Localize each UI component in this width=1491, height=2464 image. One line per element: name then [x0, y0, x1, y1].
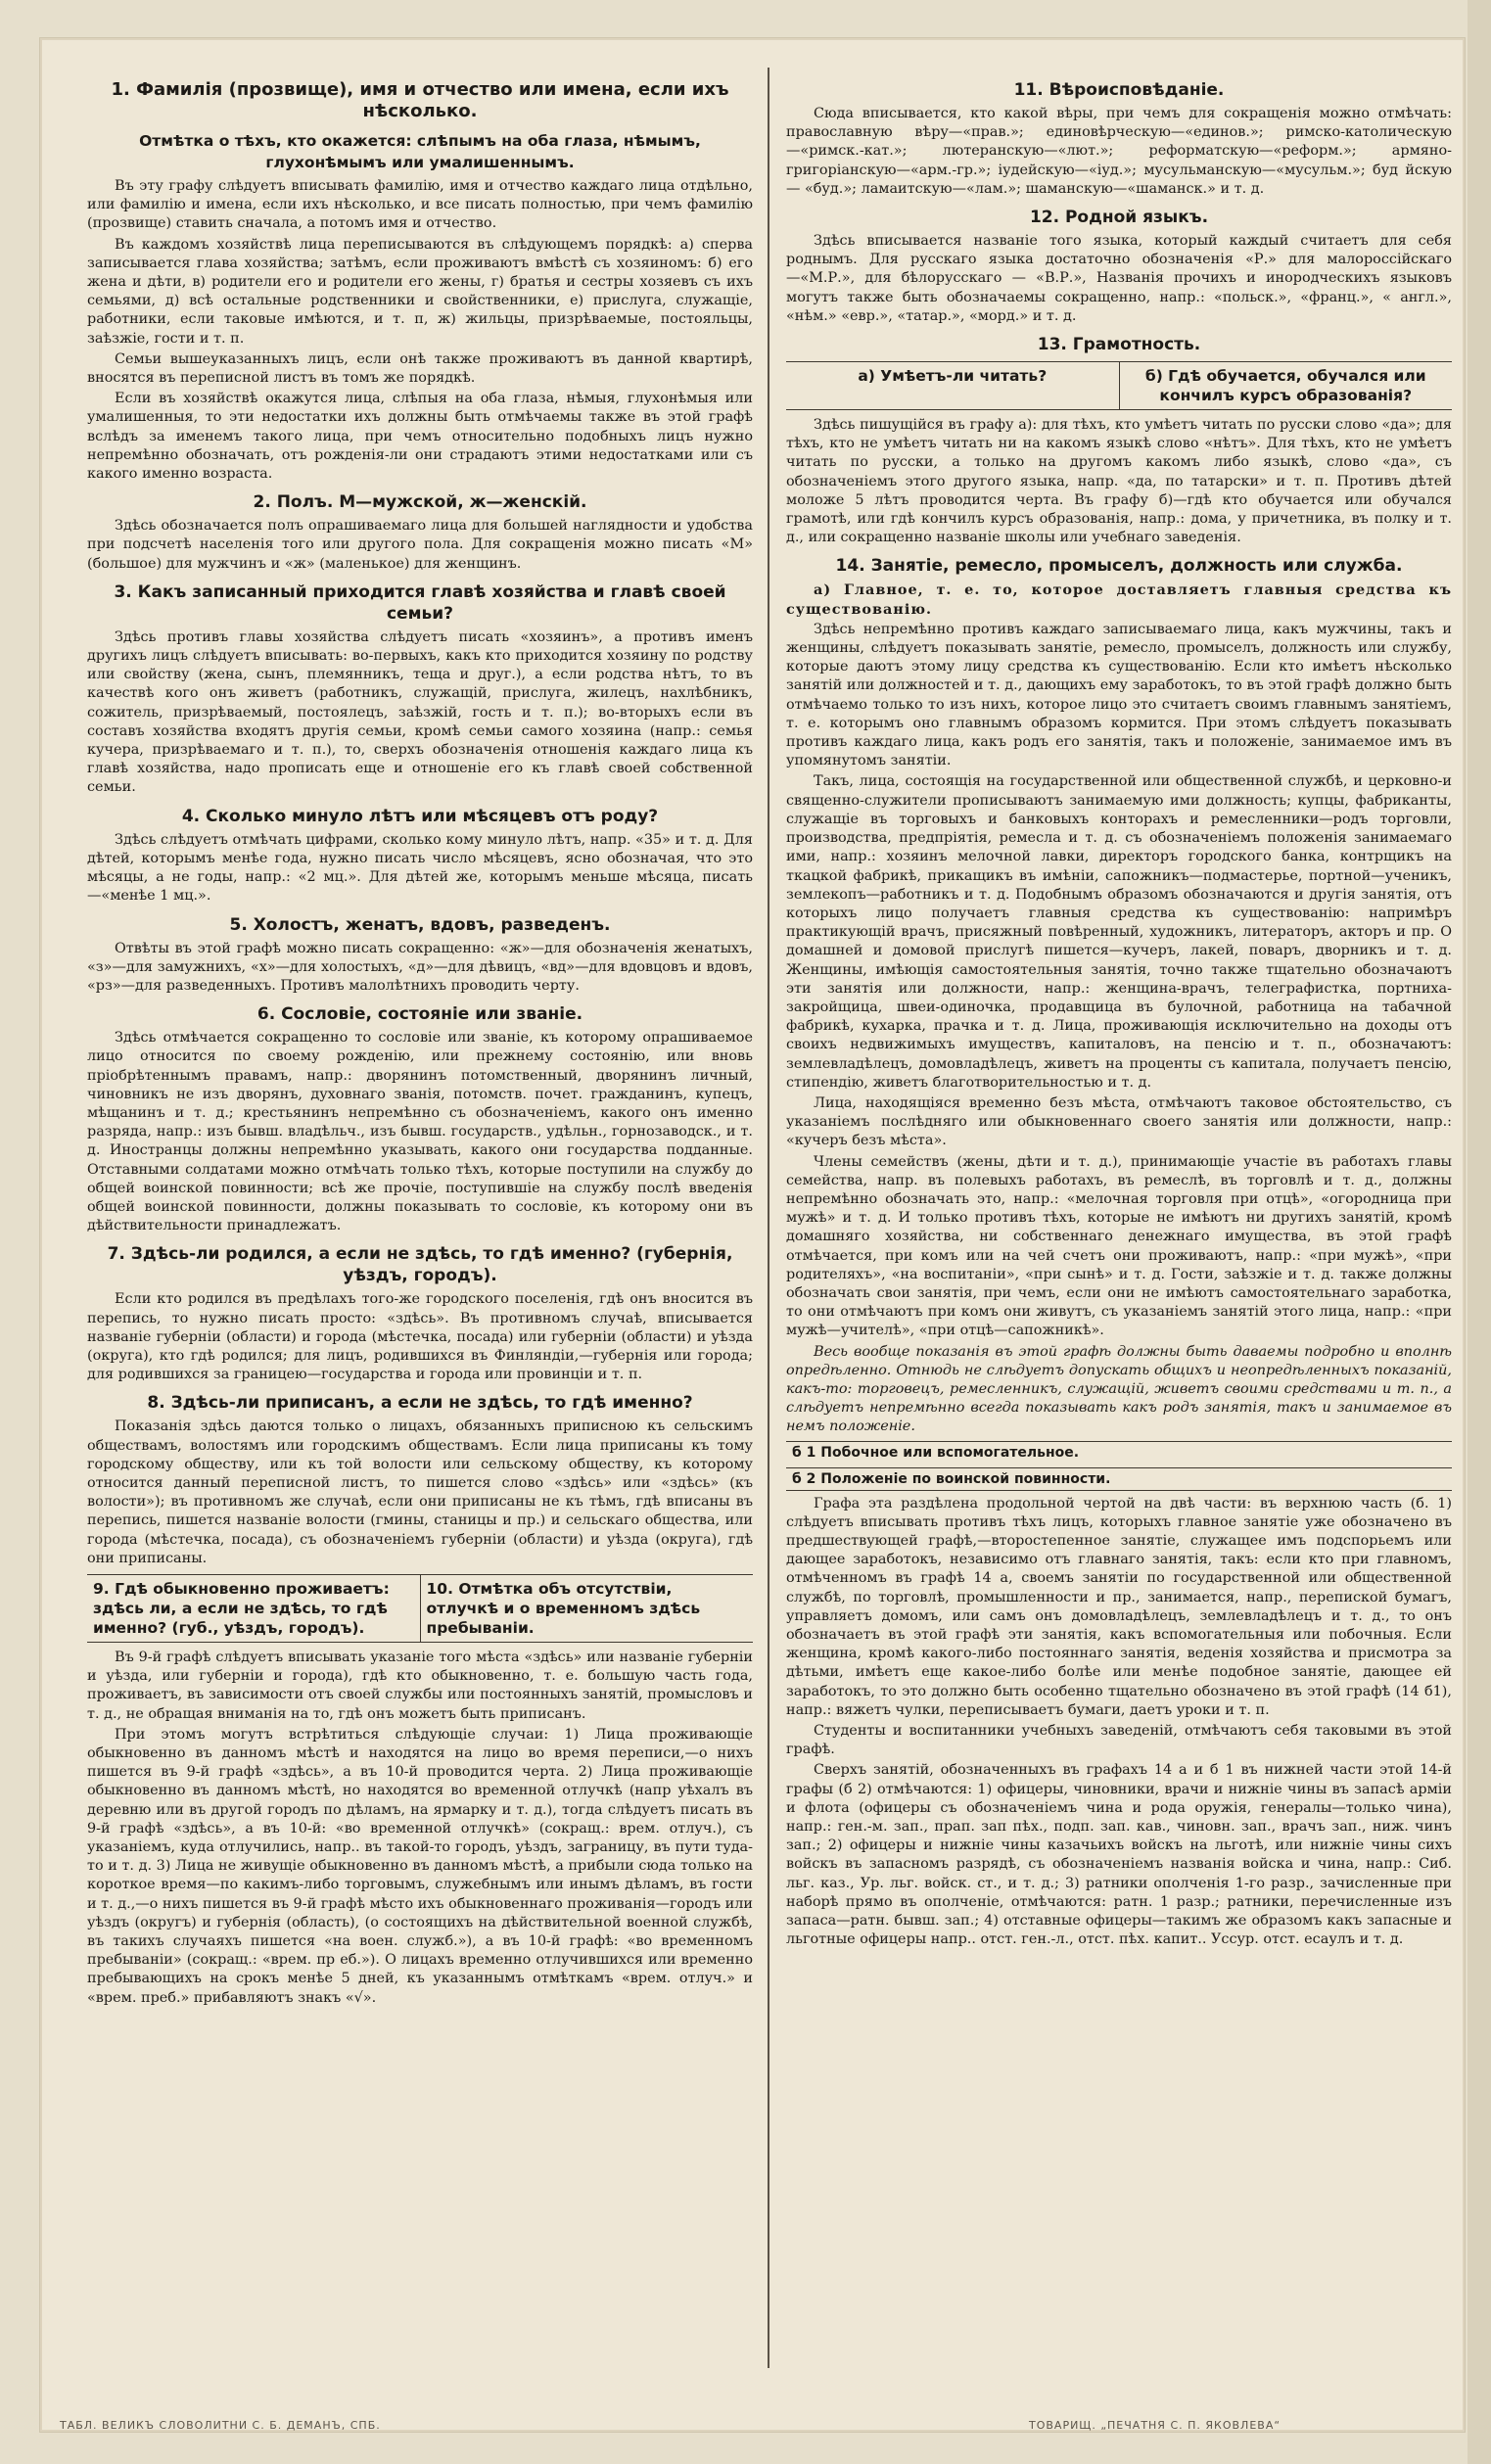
section-1-paragraph: Если въ хозяйствѣ окажутся лица, слѣпыя на оба глаза, нѣмыя, глухонѣмыя или умалишенныя, то эти недостатки ихъ должны быть отмѣчаемы также въ этой графѣ вслѣдъ за именемъ такого лица, при чемъ относительно подобныхъ лицъ нужно непремѣнно обозначать, отъ рожденія-ли они страдаютъ этими недостатками или съ какого именно возраста.	[87, 391, 753, 483]
section-13-subheader	[786, 361, 1452, 410]
section-1-paragraph: Въ каждомъ хозяйствѣ лица переписываются въ слѣдующемъ порядкѣ: а) сперва записывается глава хозяйства; затѣмъ, если проживаютъ вмѣстѣ съ хозяиномъ: б) его жена и дѣти, в) родители его и родители его жены, г) братья и сестры хозяевъ съ ихъ семьями, д) всѣ остальные родственники и свойственники, е) прислуга, служащіе, работники, если таковые имѣются, и т. п, ж) жильцы, призрѣваемые, постояльцы, заѣзжіе, гости и т. п.	[87, 236, 753, 347]
section-1-heading: 1. Фамилія (прозвище), имя и отчество или имена, если ихъ нѣсколько.	[111, 79, 729, 121]
section-8-heading: 8. Здѣсь-ли приписанъ, а если не здѣсь, то гдѣ именно?	[147, 1393, 693, 1414]
section-12-paragraph: Здѣсь вписывается названіе того языка, который каждый считаетъ для себя роднымъ. Для русскаго языка достаточно обозначенія «Р.» для малороссійскаго—«М.Р.», для бѣлорусскаго — «В.Р.», Названія прочихъ и инородческихъ языковъ могутъ также быть обозначаемы сокращенно, напр.: «польск.», «франц.», « англ.», «нѣм.» «евр.», «татар.», «морд.» и т. д.	[786, 233, 1452, 324]
section-3-paragraph: Здѣсь противъ главы хозяйства слѣдуетъ писать «хозяинъ», а противъ именъ другихъ лицъ слѣдуетъ вписывать: во-первыхъ, какъ кто приходится хозяину по родству или свойству (жена, сынъ, племянникъ, теща и друг.), а если родства нѣтъ, то въ качествѣ кого онъ живетъ (работникъ, служащій, прислуга, жилецъ, нахлѣбникъ, сожитель, призрѣваемый, постоялецъ, заѣзжій, гость и т. п.); во-вторыхъ если въ составъ хозяйства входятъ другія семьи, кромѣ семьи самого хозяина (напр.: семья кучера, призрѣваемаго и т. п.), то, сверхъ обозначенія отношенія каждаго лица къ главѣ хозяйства, надо прописать еще и отношеніе его къ главѣ своей собственной семьи.	[87, 628, 753, 796]
section-4-paragraph: Здѣсь слѣдуетъ отмѣчать цифрами, сколько кому минуло лѣтъ, напр. «35» и т. д. Для дѣтей, которымъ менѣе года, нужно писать число мѣсяцевъ, ясно обозначая, что это мѣсяцы, а не годы, напр.: «2 мц.». Для дѣтей же, которымъ меньше мѣсяца, писать—«менѣе 1 мц.».	[87, 831, 753, 905]
section-4-heading: 4. Сколько минуло лѣтъ или мѣсяцевъ отъ роду?	[181, 806, 659, 826]
printer-imprint-left: ТАБЛ. ВЕЛИКЪ СЛОВОЛИТНИ С. Б. ДЕМАНЪ, СПБ.	[60, 2419, 381, 2432]
section-14-heading: 14. Занятіе, ремесло, промыселъ, должность или служба.	[835, 556, 1403, 577]
page-edge	[1468, 0, 1491, 2464]
subsection-b2-heading: б 2 Положеніе по воинской повинности.	[786, 1467, 1452, 1491]
column-divider	[768, 68, 769, 2368]
section-12-heading: 12. Родной языкъ.	[1029, 208, 1209, 228]
section-14-paragraph: Весь вообще показанія въ этой графѣ должны быть даваемы подробно и вполнѣ опредѣленно. Отнюдь не слѣдуетъ допускать общихъ и неопредѣленныхъ показаній, какъ-то: торговецъ, ремесленникъ, служащій, живетъ своими средствами и т. п., а слѣдуетъ непремѣнно всегда показывать какъ родъ занятія, такъ и занимаемое въ немъ положеніе.	[786, 1343, 1452, 1435]
section-5-heading: 5. Холостъ, женатъ, вдовъ, разведенъ.	[229, 914, 611, 935]
section-2-heading: 2. Полъ. М—мужской, ж—женскій.	[253, 492, 587, 513]
section-8-paragraph: Показанія здѣсь даются только о лицахъ, обязанныхъ приписною къ сельскимъ обществамъ, волостямъ или городскимъ обществамъ. Если лица приписаны къ тому городскому обществу, или къ той волости или сельскому обществу, къ которому относится данный переписной листъ, то пишется слово «здѣсь» или «здѣсь» (къ волости»); въ противномъ же случаѣ, если они приписаны не къ тѣмъ, гдѣ вписаны въ перепись, пишется названіе волости (гмины, станицы и пр.) и сельскаго общества, или города (мѣстечка, посада), съ обозначеніемъ губерніи (области) и уѣзда (округа), гдѣ они приписаны.	[87, 1418, 753, 1566]
section-1-paragraph: Въ эту графу слѣдуетъ вписывать фамилію, имя и отчество каждаго лица отдѣльно, или фамилію и имена, если ихъ нѣсколько, и все писать полностью, при чемъ фамилію (прозвище) ставить сначала, а потомъ имя и отчество.	[87, 178, 753, 232]
section-11-heading: 11. Вѣроисповѣданіе.	[1013, 80, 1225, 100]
section-10-heading: 10. Отмѣтка объ отсутствіи, отлучкѣ и о временномъ здѣсь пребываніи.	[420, 1575, 754, 1642]
document-sheet	[39, 37, 1466, 2433]
printer-imprint-right: ТОВАРИЩ. „ПЕЧАТНЯ С. П. ЯКОВЛЕВА“	[1029, 2419, 1281, 2432]
section-14-paragraph: Здѣсь непремѣнно противъ каждаго записываемаго лица, какъ мужчины, такъ и женщины, слѣдуетъ показывать занятіе, ремесло, промыселъ, должность или службу, которые даютъ этому лицу средства къ существованію. Если кто имѣетъ нѣсколько занятій или должностей и т. д., дающихъ ему заработокъ, то въ этой графѣ должно быть отмѣчаемо только то изъ нихъ, которое лицо это считаетъ своимъ главнымъ занятіемъ, т. е. которымъ оно главнымъ образомъ кормится. При этомъ слѣдуетъ показывать противъ каждаго лица, какъ родъ его занятія, такъ и положеніе, занимаемое имъ въ упомянутомъ занятіи.	[786, 621, 1452, 769]
section-14-subheading: а) Главное, т. е. то, которое доставляетъ главныя средства къ существованію.	[786, 581, 1452, 618]
section-7-heading: 7. Здѣсь-ли родился, а если не здѣсь, то гдѣ именно? (губернія, уѣздъ, городъ).	[107, 1244, 733, 1286]
section-7-paragraph: Если кто родился въ предѣлахъ того-же городского поселенія, гдѣ онъ вносится въ перепись, то нужно писать просто: «здѣсь». Въ противномъ случаѣ, вписывается названіе губерніи (области) и города (мѣстечка, посада) или губерніи (области) и уѣзда (округа), кто гдѣ родился; для лицъ, родившихся въ Финляндіи,—губернія или города; для родившихся за границею—государства и города или провинціи и т. п.	[87, 1291, 753, 1383]
sections-9-10-header	[87, 1574, 753, 1643]
section-6-heading: 6. Сословіе, состояніе или званіе.	[256, 1004, 583, 1025]
section-3-heading: 3. Какъ записанный приходится главѣ хозяйства и главѣ своей семьи?	[114, 581, 726, 624]
subsection-b1-heading: б 1 Побочное или вспомогательное.	[786, 1441, 1452, 1464]
right-column	[786, 71, 1452, 2362]
section-6-paragraph: Здѣсь отмѣчается сокращенно то сословіе или званіе, къ которому опрашиваемое лицо относится по своему рожденію, или прежнему состоянію, или вновь пріобрѣтеннымъ правамъ, напр.: дворянинъ потомственный, дворянинъ личный, чиновникъ не изъ дворянъ, духовнаго званія, потомств. почет. гражданинъ, купецъ, мѣщанинъ и т. д.; крестьянинъ непремѣнно съ обозначеніемъ, какого онъ именно разряда, напр.: изъ бывш. владѣльч., изъ бывш. государств., удѣльн., горнозаводск., и т. д. Иностранцы должны непремѣнно указывать, какого они государства подданные. Отставными солдатами можно отмѣчать только тѣхъ, которые поступили на службу до общей воинской повинности; всѣ же прочіе, поступившіе на службу послѣ введенія общей воинской повинности, должны показывать то сословіе, къ которому они въ дѣйствительности принадлежатъ.	[87, 1030, 753, 1234]
section-9-heading: 9. Гдѣ обыкновенно проживаетъ: здѣсь ли, а если не здѣсь, то гдѣ именно? (губ., уѣздъ, городъ).	[93, 1579, 390, 1637]
section-14-paragraph: Лица, находящіяся временно безъ мѣста, отмѣчаютъ таковое обстоятельство, съ указаніемъ послѣдняго или обыкновеннаго своего занятія или должности, напр.: «кучеръ безъ мѣста».	[786, 1094, 1452, 1149]
left-column	[87, 71, 753, 2362]
section-9-paragraph: При этомъ могутъ встрѣтиться слѣдующіе случаи: 1) Лица проживающіе обыкновенно въ данномъ мѣстѣ и находятся на лицо во время переписи,—о нихъ пишется въ 9-й графѣ «здѣсь», а въ 10-й проводится черта. 2) Лица проживающіе обыкновенно въ данномъ мѣстѣ, но находятся во временной отлучкѣ (напр уѣхалъ въ деревню или въ другой городъ по дѣламъ, на ярмарку и т. д.), тогда слѣдуетъ писать въ 9-й графѣ «здѣсь», а въ 10-й: «во временной отлучкѣ» (сокращ.: врем. отлуч.), съ указаніемъ, куда отлучились, напр.. въ такой-то городъ, уѣздъ, заграницу, въ пути туда-то и т. д. 3) Лица не живущіе обыкновенно въ данномъ мѣстѣ, а прибыли сюда только на короткое время—по какимъ-либо торговымъ, служебнымъ или инымъ дѣламъ, въ гости и т. д.,—о нихъ пишется въ 9-й графѣ мѣсто ихъ обыкновеннаго проживанія—городъ или уѣздъ (округъ) и губернія (область), (о состоящихъ на дѣйствительной военной службѣ, въ такихъ случаяхъ пишется «на воен. служб.»), а въ 10-й графѣ: «во временномъ пребываніи» (сокращ.: «врем. пр еб.»). О лицахъ временно отлучившихся или временно пребывающихъ на срокъ менѣе 5 дней, къ указаннымъ отмѣткамъ «врем. отлуч.» и «врем. преб.» прибавляютъ знакъ «√».	[87, 1726, 753, 2006]
section-14-paragraph: Студенты и воспитанники учебныхъ заведеній, отмѣчаютъ себя таковыми въ этой графѣ.	[786, 1723, 1452, 1758]
section-13b-heading: б) Гдѣ обучается, обучался или кончилъ курсъ образованія?	[1119, 362, 1453, 409]
section-1-paragraph: Семьи вышеуказанныхъ лицъ, если онѣ также проживаютъ въ данной квартирѣ, вносятся въ переписной листъ въ томъ же порядкѣ.	[87, 350, 753, 387]
section-13-heading: 13. Грамотность.	[1037, 335, 1201, 355]
section-9-paragraph: Въ 9-й графѣ слѣдуетъ вписывать указаніе того мѣста «здѣсь» или названіе губерніи и уѣзда, или губерніи и города), гдѣ кто обыкновенно, т. е. большую часть года, проживаетъ, въ зависимости отъ своей службы или постоянныхъ занятій, промысловъ и т. д., не обращая вниманія на то, гдѣ онъ можетъ быть приписанъ.	[87, 1649, 753, 1722]
section-5-paragraph: Отвѣты въ этой графѣ можно писать сокращенно: «ж»—для обозначенія женатыхъ, «з»—для замужнихъ, «х»—для холостыхъ, «д»—для дѣвицъ, «вд»—для вдовцовъ и вдовъ, «рз»—для разведенныхъ. Противъ малолѣтнихъ проводить черту.	[87, 940, 753, 994]
section-14-paragraph: Сверхъ занятій, обозначенныхъ въ графахъ 14 а и б 1 въ нижней части этой 14-й графы (б 2) отмѣчаются: 1) офицеры, чиновники, врачи и нижніе чины въ запасѣ арміи и флота (офицеры съ обозначеніемъ чина и рода оружія, генералы—только чина), напр.: ген.-м. зап., прап. зап пѣх., подп. зап. кав., чиновн. зап., врачъ зап., ниж. чинъ зап.; 2) офицеры и нижніе чины казачьихъ войскъ на льготѣ, или нижніе чины сихъ войскъ въ запасномъ разрядѣ, съ обозначеніемъ названія войска и чина, напр.: Сиб. льг. каз., Ур. льг. войск. ст., и т. д.; 3) ратники ополченія 1-го разр., зачисленные при наборѣ прямо въ ополченіе, отмѣчаются: ратн. 1 разр.; ратники, перечисленные изъ запаса—ратн. бывш. зап.; 4) отставные офицеры—такимъ же образомъ какъ запасные и льготные офицеры напр.. отст. ген.-л., отст. пѣх. капит.. Уссур. отст. есаулъ и т. д.	[786, 1762, 1452, 1948]
section-13a-heading: а) Умѣетъ-ли читать?	[858, 367, 1048, 386]
section-11-paragraph: Сюда вписывается, кто какой вѣры, при чемъ для сокращенія можно отмѣчать: православную вѣру—«прав.»; единовѣрческую—«единов.»; римско-католическую—«римск.-кат.»; лютеранскую—«лют.»; реформатскую—«реформ.»; армяно-григоріанскую—«арм.-гр.»; іудейскую—«іуд.»; мусульманскую—«мусульм.»; буд йскую — «буд.»; ламаитскую—«лам.»; шаманскую—«шаманск.» и т. д.	[786, 106, 1452, 197]
section-14-paragraph: Такъ, лица, состоящія на государственной или общественной службѣ, и церковно-и священно-служители прописываютъ занимаемую ими должность; купцы, фабриканты, служащіе въ торговыхъ и банковыхъ конторахъ и ремесленники—родъ торговли, производства, предпріятія, ремесла и т. д. съ обозначеніемъ положенія занимаемаго ими, напр.: хозяинъ мелочной лавки, директоръ городского банка, контрщикъ на ткацкой фабрикѣ, прикащикъ въ имѣніи, сапожникъ—подмастерье, портной—ученикъ, землекопъ—работникъ и т. д. Подобнымъ образомъ обозначаются и другія занятія, отъ которыхъ лицо получаетъ главныя средства къ существованію: напримѣръ практикующій врачъ, присяжный повѣренный, художникъ, литераторъ, акторъ и пр. О домашней и домовой прислугѣ пишется—кучеръ, лакей, поваръ, дворникъ и т. д. Женщины, имѣющія самостоятельныя занятія, точно также тщательно обозначаютъ эти занятія или должности, напр.: женщина-врачъ, телеграфистка, портниха-закройщица, швеи-одиночка, продавщица въ булочной, работница на табачной фабрикѣ, кухарка, прачка и т. д. Лица, проживающія исключительно на доходы отъ своихъ недвижимыхъ имуществъ, капиталовъ, на пенсію и т. п., обозначаютъ: землевладѣлецъ, домовладѣлецъ, живетъ на проценты съ капитала, получаетъ пенсію, стипендію, живетъ благотворительностью и т. д.	[786, 773, 1452, 1091]
section-2-paragraph: Здѣсь обозначается полъ опрашиваемаго лица для большей наглядности и удобства при подсчетѣ населенія того или другого пола. Для сокращенія можно писать «М» (большое) для мужчинъ и «ж» (маленькое) для женщинъ.	[87, 518, 753, 572]
section-1-subheading: Отмѣтка о тѣхъ, кто окажется: слѣпымъ на оба глаза, нѣмымъ, глухонѣмымъ или умалишеннымъ.	[139, 132, 701, 171]
section-13-paragraph: Здѣсь пишущійся въ графу а): для тѣхъ, кто умѣетъ читать по русски слово «да»; для тѣхъ, кто не умѣетъ читать ни на какомъ языкѣ слово «нѣтъ». Для тѣхъ, кто не умѣетъ читать по русски, а только на другомъ какомъ либо языкѣ, слово «да», съ обозначеніемъ этого другого языка, напр. «да, по татарски» и т. п. Противъ дѣтей моложе 5 лѣтъ проводится черта. Въ графу б)—гдѣ кто обучается или обучался грамотѣ, или гдѣ кончилъ курсъ образованія, напр.: дома, у причетника, въ полку и т. д., или сокращенно названіе школы или учебнаго заведенія.	[786, 417, 1452, 546]
section-14-paragraph: Члены семействъ (жены, дѣти и т. д.), принимающіе участіе въ работахъ главы семейства, напр. въ полевыхъ работахъ, въ ремеслѣ, въ торговлѣ и т. д., должны непремѣнно обозначать это, напр.: «мелочная торговля при отцѣ», «огородница при мужѣ» и т. д. И только противъ тѣхъ, которые не имѣютъ ни другихъ занятій, кромѣ домашняго хозяйства, ни собственнаго денежнаго имущества, въ этой графѣ отмѣчается, при комъ или на чей счетъ они проживаютъ, напр.: «при мужѣ», «при родителяхъ», «на воспитаніи», «при сынѣ» и т. д. Гости, заѣзжіе и т. д. также должны обозначать свои занятія, при чемъ, если они не имѣютъ самостоятельнаго заработка, то они отмѣчаютъ при комъ они живутъ, съ указаніемъ занятій этого лица, напр.: «при мужѣ—учителѣ», «при отцѣ—сапожникѣ».	[786, 1153, 1452, 1339]
section-14-paragraph: Графа эта раздѣлена продольной чертой на двѣ части: въ верхнюю часть (б. 1) слѣдуетъ вписывать противъ тѣхъ лицъ, которыхъ главное занятіе уже обозначено въ предшествующей графѣ,—второстепенное занятіе, служащее имъ подспорьемъ или дающее заработокъ, независимо отъ главнаго занятія, такъ: если кто при главномъ, отмѣченномъ въ графѣ 14 а, своемъ занятіи по государственной или общественной службѣ, по торговлѣ, промышленности и пр., занимается, напр., перепиской бумагъ, управляетъ домомъ, или самъ онъ домовладѣлецъ, землевладѣлецъ и т. д., то онъ обозначаетъ въ этой графѣ эти занятія, какъ вспомогательныя или побочныя. Если женщина, кромѣ какого-либо постояннаго занятія, веденія хозяйства и присмотра за дѣтьми, имѣетъ еще какое-либо болѣе или менѣе подобное занятіе, дающее ей заработокъ, то это должно быть особенно тщательно обозначено въ этой графѣ (14 б1), напр.: вяжетъ чулки, переписываетъ бумаги, даетъ уроки и т. п.	[786, 1495, 1452, 1718]
